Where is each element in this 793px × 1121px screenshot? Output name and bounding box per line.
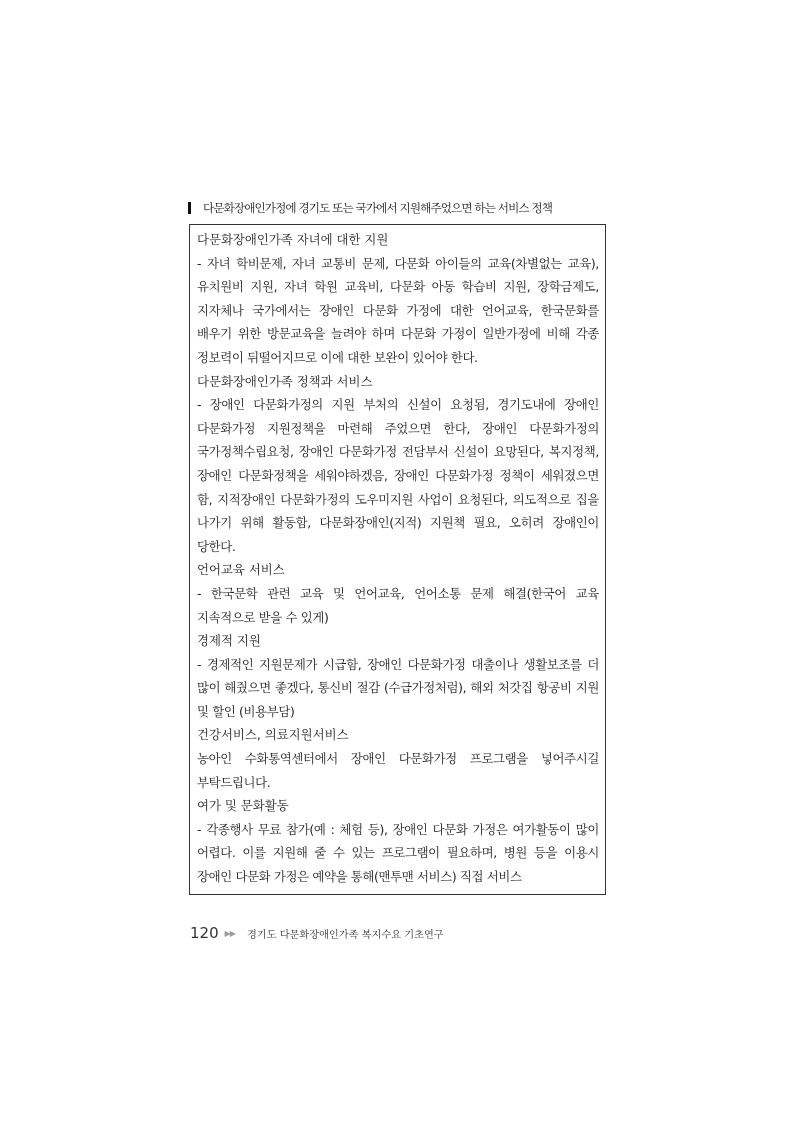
page-number: 120 xyxy=(190,924,219,942)
section-heading-policy-services: 다문화장애인가족 정책과 서비스 xyxy=(197,373,373,389)
section-body-language-education: - 한국문학 관련 교육 및 언어교육, 언어소통 문제 해결(한국어 교육 지속적으로 받을 수 있게) xyxy=(197,585,599,625)
caption-text: 다문화장애인가정에 경기도 또는 국가에서 지원해주었으면 하는 서비스 정책 xyxy=(203,201,553,215)
section-body-child-support: - 자녀 학비문제, 자녀 교통비 문제, 다문화 아이들의 교육(차별없는 교육), 유치원비 지원, 자녀 학원 교육비, 다문화 아동 학습비 지원, 장학금제도, 지자체나 국가에서는 장애인 다문화 가정에 대한 언어교육, 한국문화를 배우기 위한 방문교육을 늘려야 하며 다문화 가정이 일반가정에 비해 각종 정보력이 뒤떨어지므로 이에 대한 보완이 있어야 한다. xyxy=(197,255,599,365)
double-arrow-icon: ▶▶ xyxy=(224,928,235,938)
table-content xyxy=(190,225,605,889)
caption-marker xyxy=(188,202,191,214)
section-heading-health-services: 건강서비스, 의료지원서비스 xyxy=(197,727,349,743)
section-body-health-services: 농아인 수화통역센터에서 장애인 다문화가정 프로그램을 넣어주시길 부탁드립니다. xyxy=(197,751,599,790)
section-heading-child-support: 다문화장애인가족 자녀에 대한 지원 xyxy=(197,232,389,247)
responses-table xyxy=(189,224,606,895)
section-heading-leisure-culture: 여가 및 문화활동 xyxy=(197,798,289,814)
running-title: 경기도 다문화장애인가족 복지수요 기초연구 xyxy=(246,929,444,941)
table-caption xyxy=(188,198,552,218)
section-heading-economic-support: 경제적 지원 xyxy=(197,633,261,649)
section-body-leisure-culture: - 각종행사 무료 참가(예 : 체험 등), 장애인 다문화 가정은 여가활동이 많이 어렵다. 이를 지원해 줄 수 있는 프로그램이 필요하며, 병원 등을 이용시 장애인 다문화 가정은 예약을 통해(맨투맨 서비스) 직접 서비스 xyxy=(197,821,599,885)
section-body-policy-services: - 장애인 다문화가정의 지원 부처의 신설이 요청됨, 경기도내에 장애인 다문화가정 지원정책을 마련해 주었으면 한다, 장애인 다문화가정의 국가정책수립요청, 장애인 다문화가정 전담부서 신설이 요망된다, 복지정책, 장애인 다문화정책을 세워야하겠음, 장애인 다문화가정 정책이 세워졌으면 함, 지적장애인 다문화가정의 도우미지원 사업이 요청된다, 의도적으로 집을 나가기 위해 활동함, 다문화장애인(지적) 지원책 필요, 오히려 장애인이 당한다. xyxy=(197,397,599,554)
section-heading-language-education: 언어교육 서비스 xyxy=(197,562,285,578)
page-footer xyxy=(190,922,444,944)
section-body-economic-support: - 경제적인 지원문제가 시급함, 장애인 다문화가정 대출이나 생활보조를 더 많이 해줬으면 좋겠다, 통신비 절감 (수급가정처럼), 해외 처갓집 항공비 지원 및 할인 (비용부담) xyxy=(197,656,599,719)
